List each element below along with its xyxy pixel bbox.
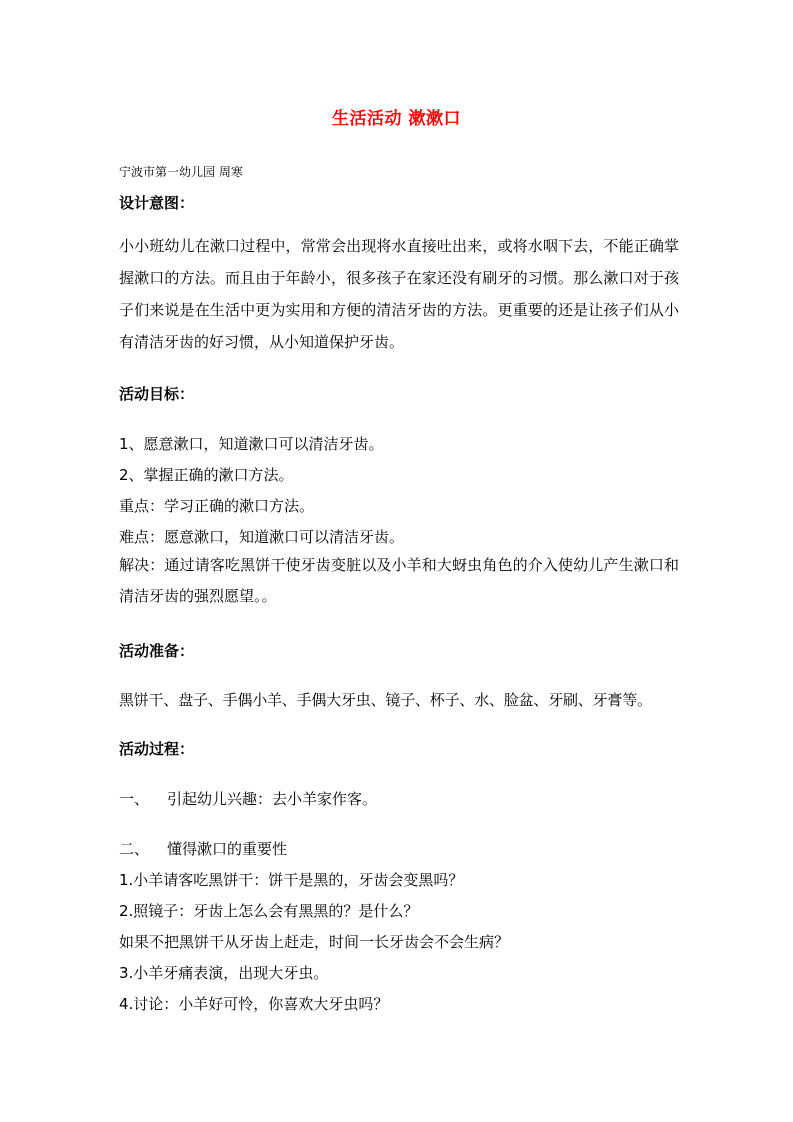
step-number: 一、 [119,790,150,808]
process-item: 1.小羊请客吃黑饼干：饼干是黑的，牙齿会变黑吗？ [119,871,464,889]
goal-item: 1、愿意漱口，知道漱口可以清洁牙齿。 [119,435,384,453]
process-item: 如果不把黑饼干从牙齿上赶走，时间一长牙齿会不会生病？ [119,933,510,951]
preparation-heading: 活动准备： [119,642,195,660]
goal-item: 2、掌握正确的漱口方法。 [119,466,294,484]
step-number: 二、 [119,840,150,858]
design-intent-paragraph: 小小班幼儿在漱口过程中，常常会出现将水直接吐出来，或将水咽下去，不能正确掌握漱口的方法。而且由于年龄小，很多孩子在家还没有刷牙的习惯。那么漱口对于孩子们来说是在生活中更为实用和方便的清洁牙齿的方法。更重要的还是让孩子们从小有清洁牙齿的好习惯，从小知道保护牙齿。 [119,237,679,351]
key-point-line: 重点：学习正确的漱口方法。 [119,497,315,515]
process-step [119,788,377,809]
process-item: 4.讨论：小羊好可怜，你喜欢大牙虫吗？ [119,995,389,1013]
process-item: 3.小羊牙痛表演，出现大牙虫。 [119,964,329,982]
step-text: 引起幼儿兴趣：去小羊家作客。 [167,790,378,808]
step-text: 懂得漱口的重要性 [167,840,288,858]
author-line: 宁波市第一幼儿园 周寒 [119,165,243,179]
process-item: 2.照镜子：牙齿上怎么会有黑黑的？是什么？ [119,902,419,920]
preparation-list: 黑饼干、盘子、手偶小羊、手偶大牙虫、镜子、杯子、水、脸盆、牙刷、牙膏等。 [119,691,652,709]
goals-heading: 活动目标： [119,385,195,403]
difficulty-line: 难点：愿意漱口，知道漱口可以清洁牙齿。 [119,528,405,546]
solution-paragraph: 解决：通过请客吃黑饼干使牙齿变脏以及小羊和大蚜虫角色的介入使幼儿产生漱口和清洁牙齿的强烈愿望。。 [119,556,679,605]
document-title: 生活活动 漱漱口 [332,109,461,129]
process-heading: 活动过程： [119,740,195,758]
process-step [119,838,287,859]
design-intent-heading: 设计意图： [119,194,195,212]
